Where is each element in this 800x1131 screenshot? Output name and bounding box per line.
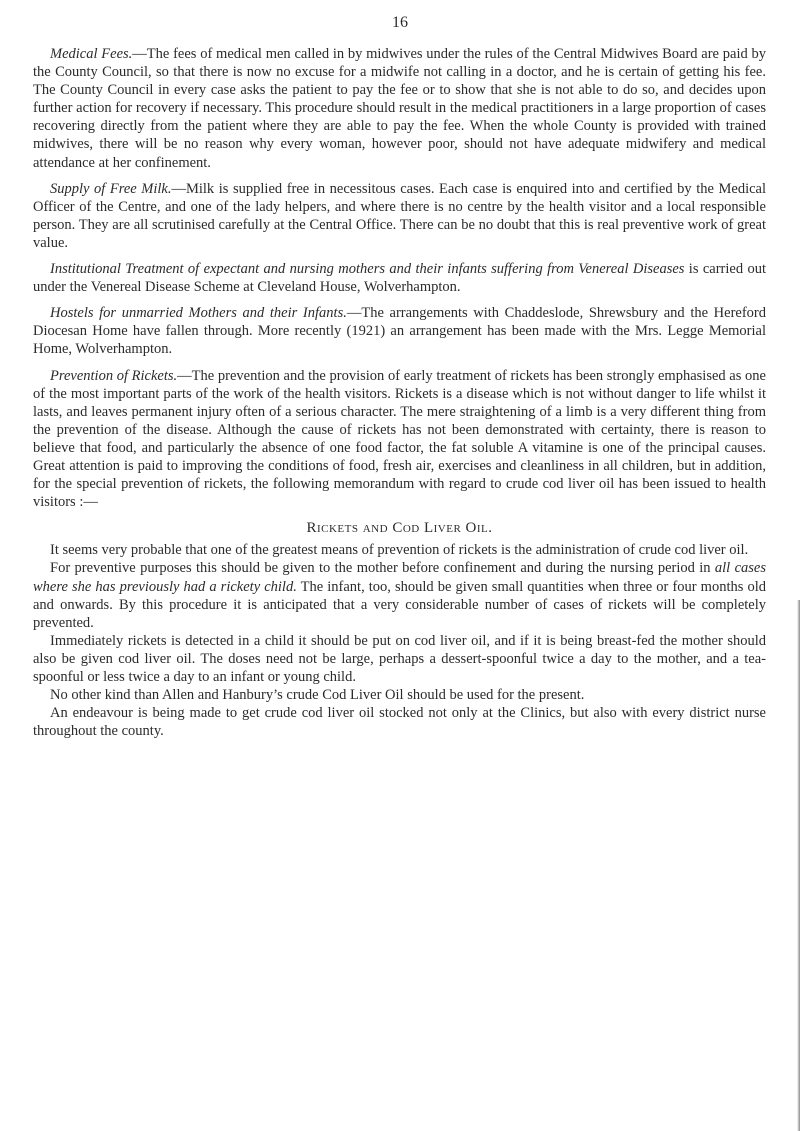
paragraph-text: —The fees of medical men called in by midwives under the rules of the Central Midwives Board are paid by the County Council, so that there is now no excuse for a midwife not calling in a doctor, and he is certain of getting his fee. The County Council in every case asks the patient to pay the fee or to show that she is not able to do so, and decides upon further action for recovery if necessary. This procedure should result in the medical practitioners in a large proportion of cases recovering directly from the patient where they are able to pay the fee. When the whole County is provided with trained midwives, there will be no reason why every woman, however poor, should not have adequate midwifery and medical attendance at her confinement. bbox=[33, 46, 766, 171]
memo-emphasis: all cases where she has previously had a rickety child. bbox=[33, 560, 766, 595]
paragraph-title: Medical Fees. bbox=[50, 46, 133, 62]
memo-paragraph-4: No other kind than Allen and Hanbury’s crude Cod Liver Oil should be used for the present. bbox=[50, 687, 585, 704]
memo-paragraph-3: Immediately rickets is detected in a child it should be put on cod liver oil, and if it is being breast-fed the mother should also be given cod liver oil. The doses need not be large, perhaps a dessert-spoonful twice a day to the mother, and a tea-spoonful or less twice a day to an infant or young child. bbox=[33, 632, 766, 685]
memo-paragraph-1: It seems very probable that one of the greatest means of prevention of rickets is the administration of crude cod liver oil. bbox=[50, 542, 749, 559]
paragraph-free-milk bbox=[33, 180, 766, 252]
memo-text: For preventive purposes this should be given to the mother before confinement and during the nursing period in bbox=[50, 560, 715, 577]
paragraph-text: —Milk is supplied free in necessitous cases. Each case is enquired into and certified by the Medical Officer of the Centre, and one of the lady helpers, and where there is no centre by the health visitor and a local responsible person. They are all scrutinised carefully at the Central Office. There can be no doubt that this is real preventive work of great value. bbox=[33, 180, 766, 251]
memo-paragraph-2 bbox=[33, 559, 766, 631]
page-body bbox=[33, 45, 766, 740]
page-number: 16 bbox=[392, 14, 408, 31]
paragraph-prevention-of-rickets bbox=[33, 367, 766, 512]
paragraph-hostels bbox=[33, 304, 766, 358]
paragraph-text: is carried out under the Venereal Disease Scheme at Cleveland House, Wolverhampton. bbox=[33, 261, 766, 296]
memo-text: The infant, too, should be given small quantities when three or four months old and onwards. By this procedure it is anticipated that a very considerable number of cases of rickets will be completely prevented. bbox=[33, 578, 766, 631]
paragraph-title: Prevention of Rickets. bbox=[50, 367, 178, 384]
memo-paragraph-5: An endeavour is being made to get crude cod liver oil stocked not only at the Clinics, but also with every district nurse throughout the county. bbox=[33, 705, 766, 740]
paragraph-title: Supply of Free Milk. bbox=[50, 180, 172, 197]
paragraph-institutional-treatment bbox=[33, 260, 766, 296]
paragraph-title: Institutional Treatment of expectant and nursing mothers and their infants suffering from Venereal Diseases bbox=[50, 261, 685, 278]
paragraph-text: —The arrangements with Chaddeslode, Shrewsbury and the Hereford Diocesan Home have fallen through. More recently (1921) an arrangement has been made with the Mrs. Legge Memorial Home, Wolverhampton. bbox=[33, 305, 767, 358]
paragraph-medical-fees bbox=[33, 45, 766, 172]
memo-heading: Rickets and Cod Liver Oil. bbox=[306, 520, 493, 537]
paragraph-text: —The prevention and the provision of early treatment of rickets has been strongly emphasised as one of the most important parts of the work of the health visitors. Rickets is a disease which is not without danger to life whilst it lasts, and leaves permanent injury often of a serious character. The mere straightening of a limb is a very different thing from the prevention of the disease. Although the cause of rickets has not been demonstrated with certainty, there is reason to believe that food, and particularly the absence of one food factor, the fat soluble A vitamine is one of the principal causes. Great attention is paid to improving the conditions of food, fresh air, exercises and cleanliness in all children, but in addition, for the special prevention of rickets, the following memorandum with regard to crude cod liver oil has been issued to health visitors :— bbox=[33, 367, 766, 511]
paragraph-title: Hostels for unmarried Mothers and their Infants. bbox=[50, 305, 347, 322]
